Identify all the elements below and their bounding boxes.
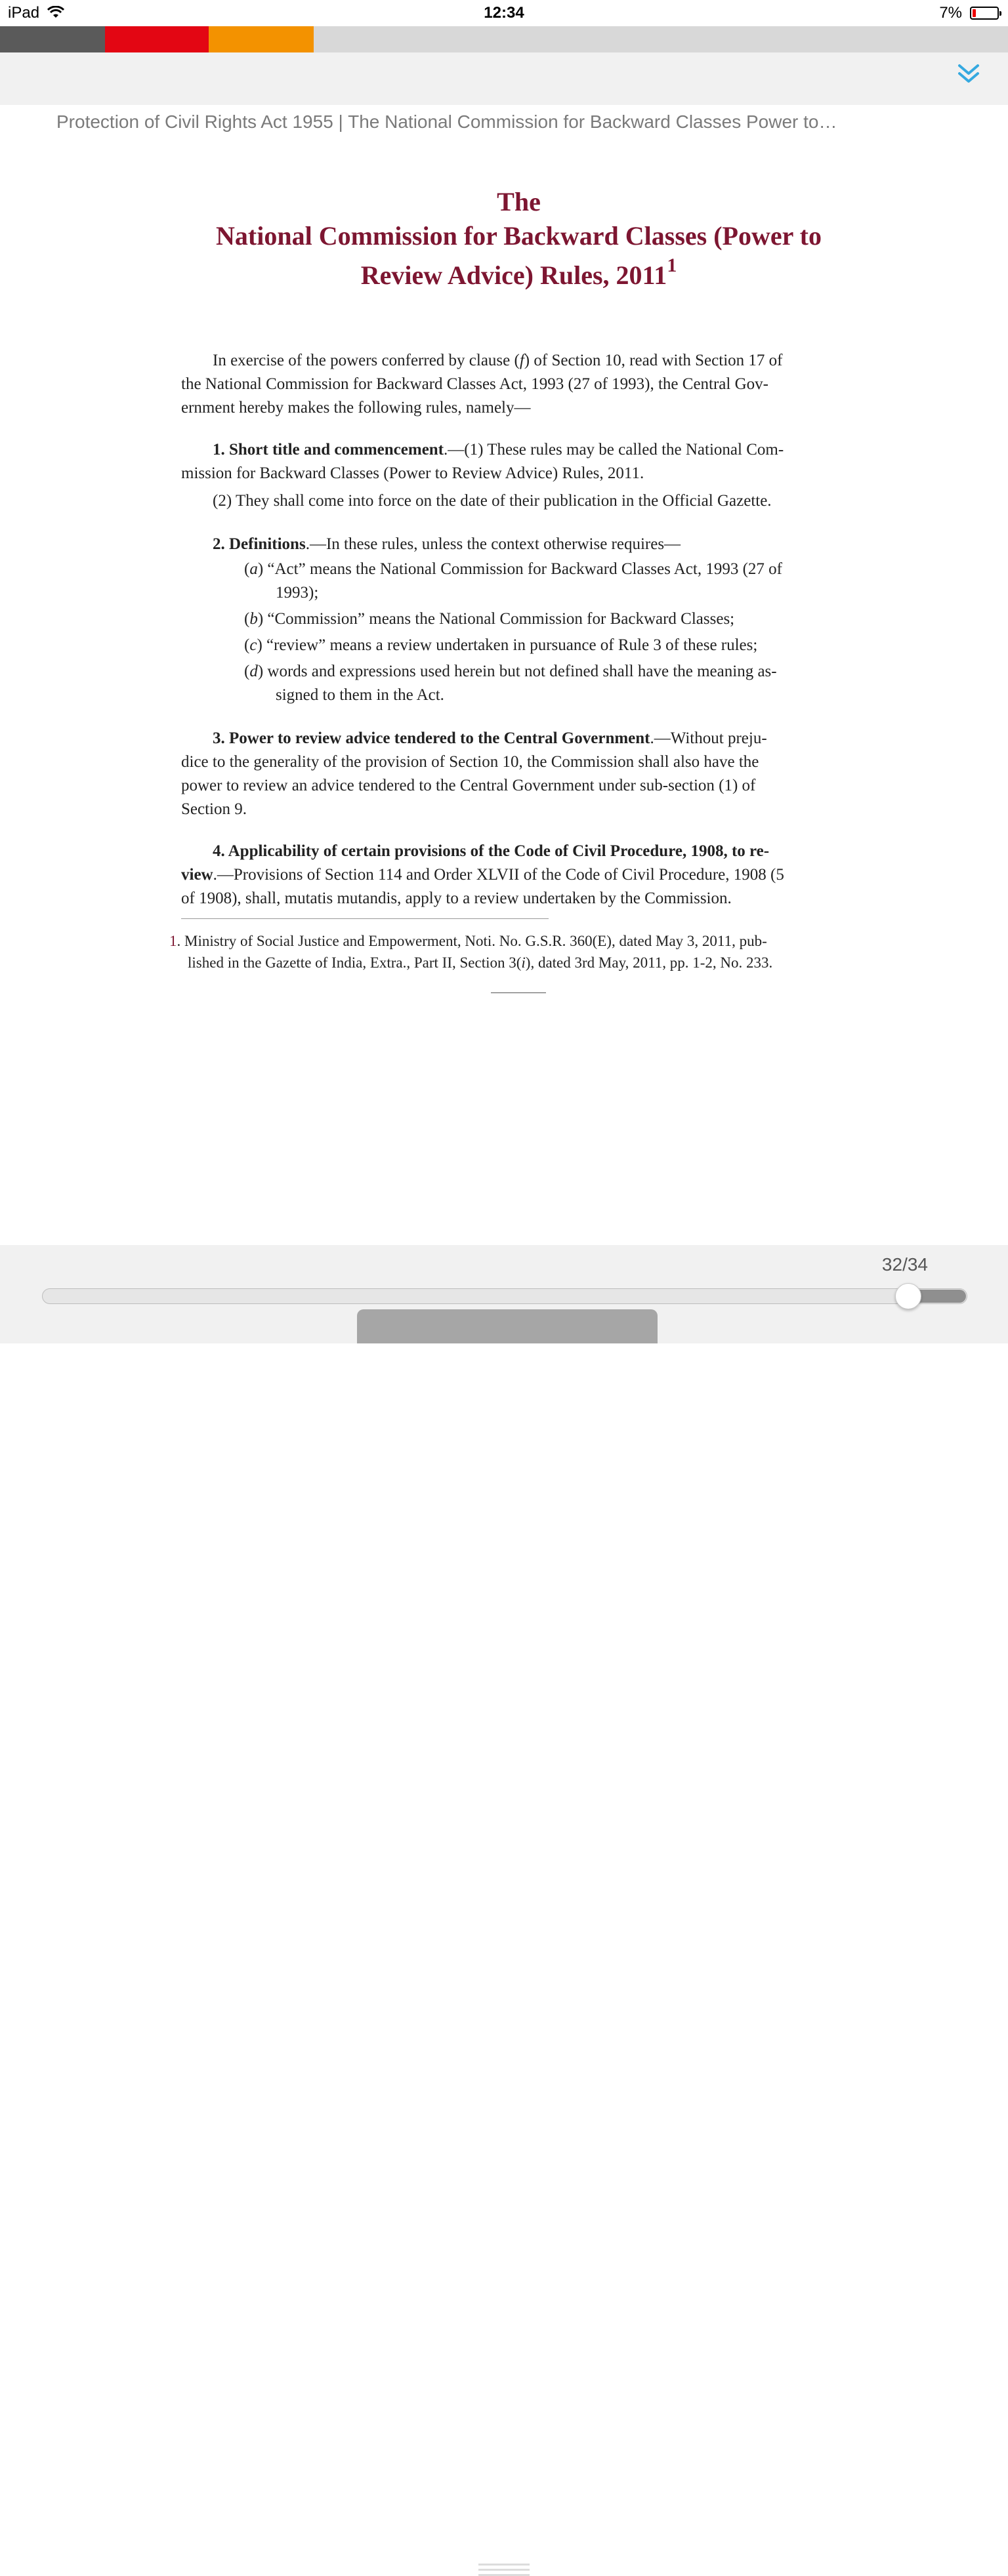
status-bar xyxy=(0,0,1008,26)
title-line-1: The xyxy=(497,187,541,216)
definition-d: (d) words and expressions used herein but not defined shall have the meaning as- signed to them in the Act. xyxy=(244,663,777,704)
rule-1-line: mission for Backward Classes (Power to Review Advice) Rules, 2011. xyxy=(181,464,644,482)
grip-line xyxy=(478,2569,530,2571)
rule-2-heading: 2. Definitions xyxy=(213,535,306,553)
strip-segment-orange xyxy=(209,26,314,52)
title-footnote-mark[interactable]: 1 xyxy=(667,255,677,276)
title-line-3-text: Review Advice) Rules, 2011 xyxy=(360,260,667,290)
preamble-line: In exercise of the powers conferred by clause (f) of Section 10, read with Section 17 of xyxy=(213,352,783,369)
definition-a: (a) “Act” means the National Commission for Backward Classes Act, 1993 (27 of 1993); xyxy=(244,560,782,602)
device-name: iPad xyxy=(8,4,40,22)
page-slider-track[interactable] xyxy=(42,1288,967,1304)
preamble-line: the National Commission for Backward Classes Act, 1993 (27 of 1993), the Central Gov- xyxy=(181,375,768,393)
rule-3-line: dice to the generality of the provision of Section 10, the Commission shall also have the xyxy=(181,753,759,771)
rule-2 xyxy=(181,533,857,556)
definition-b: (b) “Commission” means the National Commission for Backward Classes; xyxy=(244,610,735,628)
end-of-section-rule xyxy=(491,992,546,993)
rule-4-line: of 1908), shall, mutatis mutandis, apply to a review undertaken by the Commission. xyxy=(181,889,732,907)
document-header: Protection of Civil Rights Act 1955 | The National Commission for Backward Classes Power to… xyxy=(56,112,837,132)
page-slider-thumb[interactable] xyxy=(895,1283,921,1309)
grip-line xyxy=(478,2564,530,2566)
document-page xyxy=(0,151,1008,1004)
rule-3-line: power to review an advice tendered to the Central Government under sub-section (1) of xyxy=(181,777,756,794)
rule-4-line: view.—Provisions of Section 114 and Order XLVII of the Code of Civil Procedure, 1908 (5 xyxy=(181,866,784,884)
title-line-2: National Commission for Backward Classes (Power to xyxy=(216,221,822,251)
title-line-3 xyxy=(0,255,1008,291)
battery-icon xyxy=(970,7,999,20)
rule-1-line: 1. Short title and commencement.—(1) These rules may be called the National Com- xyxy=(213,441,784,459)
rule-3-line: Section 9. xyxy=(181,800,247,818)
rule-4-heading: 4. Applicability of certain provisions of the Code of Civil Procedure, 1908, to re- xyxy=(213,842,770,860)
preamble-line: ernment hereby makes the following rules, namely— xyxy=(181,399,531,417)
footnote-number[interactable]: 1 xyxy=(169,933,177,949)
rule-4-line xyxy=(181,840,857,863)
category-color-strip xyxy=(0,26,1008,52)
preamble xyxy=(181,349,857,420)
bottom-bar xyxy=(0,1245,1008,1343)
page-indicator: 32/34 xyxy=(881,1254,928,1275)
rule-3-heading: 3. Power to review advice tendered to the Central Government xyxy=(213,729,650,747)
drawer-handle[interactable] xyxy=(357,1309,658,1343)
battery-percent: 7% xyxy=(939,4,962,22)
double-chevron-down-icon[interactable] xyxy=(956,60,982,87)
app-toolbar xyxy=(0,52,1008,105)
footnote-1: 1. Ministry of Social Justice and Empowerment, Noti. No. G.S.R. 360(E), dated May 3, 2011, pub- lished in the Gazette of India, Extra., Part II, Section 3(i), dated 3rd May, 2011, pp. 1-2, No. 233. xyxy=(169,933,773,971)
rule-1-subsection-2: (2) They shall come into force on the date of their publication in the Official Gazette. xyxy=(213,492,772,510)
rule-3 xyxy=(181,727,857,821)
rule-4 xyxy=(181,840,857,910)
footnote-divider xyxy=(181,918,549,919)
clock: 12:34 xyxy=(484,4,524,22)
rule-2-line: 2. Definitions.—In these rules, unless the context otherwise requires— xyxy=(213,535,681,553)
definition-c: (c) “review” means a review undertaken in pursuance of Rule 3 of these rules; xyxy=(244,636,758,654)
rule-3-line: 3. Power to review advice tendered to the Central Government.—Without preju- xyxy=(213,729,767,747)
strip-segment-gray xyxy=(0,26,105,52)
strip-segment-red xyxy=(105,26,209,52)
rule-1 xyxy=(181,438,857,485)
rule-1-heading: 1. Short title and commencement xyxy=(213,441,444,459)
